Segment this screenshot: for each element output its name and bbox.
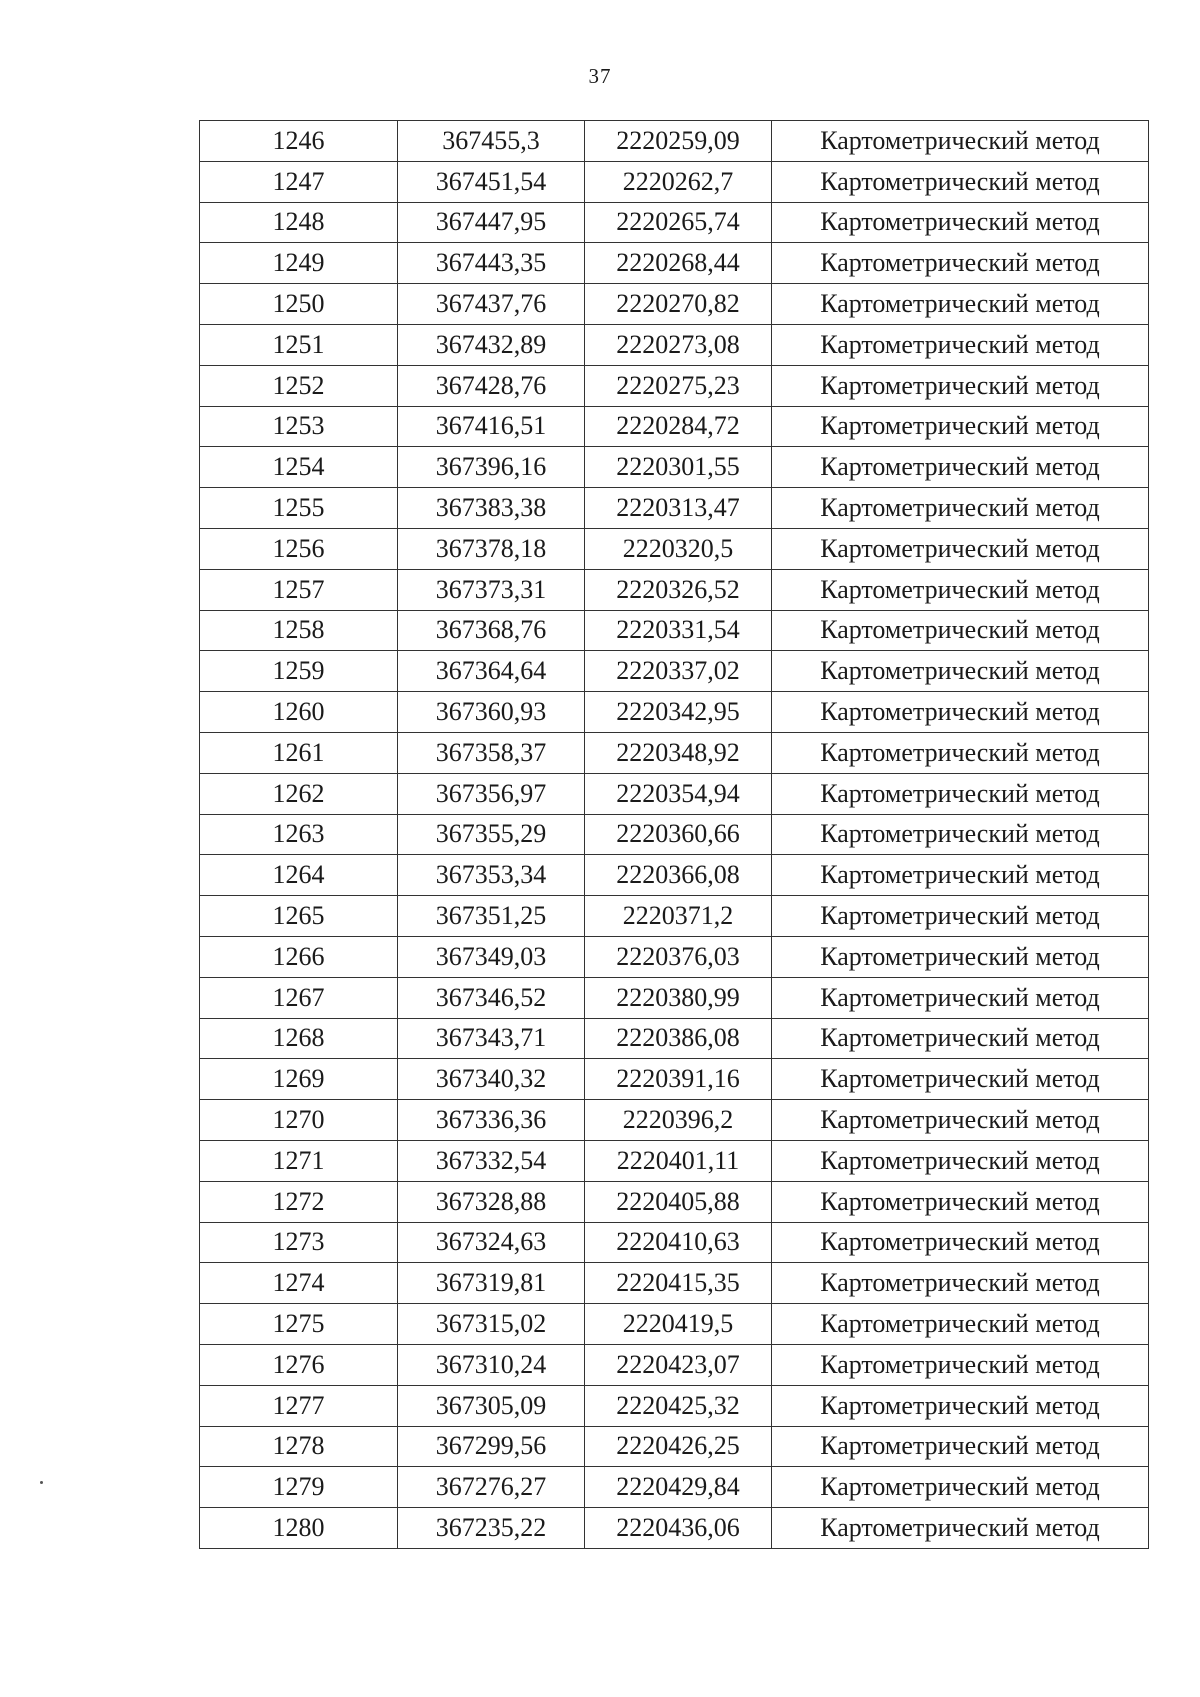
x-coordinate-cell: 367336,36 [398,1100,585,1141]
x-coordinate-cell: 367319,81 [398,1263,585,1304]
table-row [200,773,1149,814]
point-number-cell: 1275 [200,1304,398,1345]
table-row [200,692,1149,733]
table-row [200,1100,1149,1141]
table-row [200,284,1149,325]
table-row [200,1304,1149,1345]
x-coordinate-cell: 367340,32 [398,1059,585,1100]
table-row [200,1018,1149,1059]
x-coordinate-cell: 367310,24 [398,1344,585,1385]
x-coordinate-cell: 367299,56 [398,1426,585,1467]
y-coordinate-cell: 2220386,08 [585,1018,772,1059]
method-cell: Картометрический метод [772,977,1149,1018]
point-number-cell: 1274 [200,1263,398,1304]
x-coordinate-cell: 367351,25 [398,896,585,937]
method-cell: Картометрический метод [772,732,1149,773]
x-coordinate-cell: 367364,64 [398,651,585,692]
y-coordinate-cell: 2220366,08 [585,855,772,896]
y-coordinate-cell: 2220415,35 [585,1263,772,1304]
point-number-cell: 1249 [200,243,398,284]
coordinates-table-body [200,121,1149,1549]
point-number-cell: 1246 [200,121,398,162]
point-number-cell: 1253 [200,406,398,447]
table-row [200,1508,1149,1549]
method-cell: Картометрический метод [772,692,1149,733]
x-coordinate-cell: 367346,52 [398,977,585,1018]
y-coordinate-cell: 2220426,25 [585,1426,772,1467]
y-coordinate-cell: 2220396,2 [585,1100,772,1141]
x-coordinate-cell: 367349,03 [398,936,585,977]
table-row [200,121,1149,162]
method-cell: Картометрический метод [772,488,1149,529]
table-row [200,936,1149,977]
table-row [200,1181,1149,1222]
point-number-cell: 1263 [200,814,398,855]
method-cell: Картометрический метод [772,202,1149,243]
point-number-cell: 1259 [200,651,398,692]
table-row [200,488,1149,529]
point-number-cell: 1268 [200,1018,398,1059]
x-coordinate-cell: 367443,35 [398,243,585,284]
x-coordinate-cell: 367396,16 [398,447,585,488]
point-number-cell: 1264 [200,855,398,896]
y-coordinate-cell: 2220405,88 [585,1181,772,1222]
y-coordinate-cell: 2220301,55 [585,447,772,488]
point-number-cell: 1265 [200,896,398,937]
point-number-cell: 1271 [200,1140,398,1181]
x-coordinate-cell: 367432,89 [398,324,585,365]
y-coordinate-cell: 2220425,32 [585,1385,772,1426]
table-row [200,610,1149,651]
point-number-cell: 1277 [200,1385,398,1426]
y-coordinate-cell: 2220429,84 [585,1467,772,1508]
page-number: 37 [588,64,612,88]
method-cell: Картометрический метод [772,1100,1149,1141]
x-coordinate-cell: 367437,76 [398,284,585,325]
point-number-cell: 1280 [200,1508,398,1549]
point-number-cell: 1255 [200,488,398,529]
point-number-cell: 1278 [200,1426,398,1467]
y-coordinate-cell: 2220423,07 [585,1344,772,1385]
method-cell: Картометрический метод [772,1059,1149,1100]
coordinates-table [199,120,1149,1549]
point-number-cell: 1248 [200,202,398,243]
y-coordinate-cell: 2220354,94 [585,773,772,814]
x-coordinate-cell: 367373,31 [398,569,585,610]
x-coordinate-cell: 367315,02 [398,1304,585,1345]
method-cell: Картометрический метод [772,406,1149,447]
y-coordinate-cell: 2220313,47 [585,488,772,529]
table-row [200,1059,1149,1100]
y-coordinate-cell: 2220259,09 [585,121,772,162]
table-row [200,977,1149,1018]
point-number-cell: 1247 [200,161,398,202]
table-row [200,1426,1149,1467]
x-coordinate-cell: 367235,22 [398,1508,585,1549]
method-cell: Картометрический метод [772,243,1149,284]
scan-dot-mark [40,1481,43,1484]
method-cell: Картометрический метод [772,1385,1149,1426]
method-cell: Картометрический метод [772,121,1149,162]
point-number-cell: 1262 [200,773,398,814]
x-coordinate-cell: 367416,51 [398,406,585,447]
x-coordinate-cell: 367368,76 [398,610,585,651]
method-cell: Картометрический метод [772,1508,1149,1549]
y-coordinate-cell: 2220376,03 [585,936,772,977]
y-coordinate-cell: 2220270,82 [585,284,772,325]
point-number-cell: 1257 [200,569,398,610]
method-cell: Картометрический метод [772,284,1149,325]
y-coordinate-cell: 2220342,95 [585,692,772,733]
method-cell: Картометрический метод [772,365,1149,406]
y-coordinate-cell: 2220337,02 [585,651,772,692]
y-coordinate-cell: 2220371,2 [585,896,772,937]
table-row [200,569,1149,610]
y-coordinate-cell: 2220410,63 [585,1222,772,1263]
point-number-cell: 1254 [200,447,398,488]
method-cell: Картометрический метод [772,1263,1149,1304]
table-row [200,447,1149,488]
table-row [200,855,1149,896]
method-cell: Картометрический метод [772,610,1149,651]
point-number-cell: 1258 [200,610,398,651]
method-cell: Картометрический метод [772,1344,1149,1385]
method-cell: Картометрический метод [772,814,1149,855]
table-row [200,324,1149,365]
y-coordinate-cell: 2220380,99 [585,977,772,1018]
y-coordinate-cell: 2220284,72 [585,406,772,447]
table-row [200,1467,1149,1508]
method-cell: Картометрический метод [772,569,1149,610]
table-row [200,1263,1149,1304]
x-coordinate-cell: 367455,3 [398,121,585,162]
y-coordinate-cell: 2220348,92 [585,732,772,773]
method-cell: Картометрический метод [772,161,1149,202]
point-number-cell: 1250 [200,284,398,325]
point-number-cell: 1256 [200,528,398,569]
point-number-cell: 1260 [200,692,398,733]
method-cell: Картометрический метод [772,1181,1149,1222]
table-row [200,732,1149,773]
x-coordinate-cell: 367343,71 [398,1018,585,1059]
table-row [200,161,1149,202]
table-row [200,814,1149,855]
method-cell: Картометрический метод [772,855,1149,896]
method-cell: Картометрический метод [772,1426,1149,1467]
point-number-cell: 1273 [200,1222,398,1263]
table-row [200,365,1149,406]
table-row [200,896,1149,937]
y-coordinate-cell: 2220268,44 [585,243,772,284]
y-coordinate-cell: 2220320,5 [585,528,772,569]
x-coordinate-cell: 367276,27 [398,1467,585,1508]
point-number-cell: 1272 [200,1181,398,1222]
point-number-cell: 1276 [200,1344,398,1385]
x-coordinate-cell: 367428,76 [398,365,585,406]
method-cell: Картометрический метод [772,1467,1149,1508]
y-coordinate-cell: 2220326,52 [585,569,772,610]
x-coordinate-cell: 367358,37 [398,732,585,773]
y-coordinate-cell: 2220275,23 [585,365,772,406]
y-coordinate-cell: 2220391,16 [585,1059,772,1100]
point-number-cell: 1252 [200,365,398,406]
x-coordinate-cell: 367378,18 [398,528,585,569]
method-cell: Картометрический метод [772,936,1149,977]
table-row [200,1140,1149,1181]
table-row [200,406,1149,447]
y-coordinate-cell: 2220360,66 [585,814,772,855]
table-row [200,1344,1149,1385]
x-coordinate-cell: 367356,97 [398,773,585,814]
x-coordinate-cell: 367353,34 [398,855,585,896]
y-coordinate-cell: 2220262,7 [585,161,772,202]
point-number-cell: 1267 [200,977,398,1018]
x-coordinate-cell: 367451,54 [398,161,585,202]
x-coordinate-cell: 367383,38 [398,488,585,529]
table-row [200,651,1149,692]
table-row [200,1385,1149,1426]
point-number-cell: 1251 [200,324,398,365]
method-cell: Картометрический метод [772,447,1149,488]
table-row [200,528,1149,569]
point-number-cell: 1261 [200,732,398,773]
point-number-cell: 1266 [200,936,398,977]
x-coordinate-cell: 367305,09 [398,1385,585,1426]
y-coordinate-cell: 2220401,11 [585,1140,772,1181]
method-cell: Картометрический метод [772,1140,1149,1181]
y-coordinate-cell: 2220436,06 [585,1508,772,1549]
x-coordinate-cell: 367355,29 [398,814,585,855]
x-coordinate-cell: 367324,63 [398,1222,585,1263]
method-cell: Картометрический метод [772,1304,1149,1345]
table-row [200,202,1149,243]
method-cell: Картометрический метод [772,324,1149,365]
table-row [200,1222,1149,1263]
method-cell: Картометрический метод [772,1018,1149,1059]
method-cell: Картометрический метод [772,1222,1149,1263]
y-coordinate-cell: 2220331,54 [585,610,772,651]
y-coordinate-cell: 2220265,74 [585,202,772,243]
x-coordinate-cell: 367328,88 [398,1181,585,1222]
point-number-cell: 1269 [200,1059,398,1100]
x-coordinate-cell: 367360,93 [398,692,585,733]
x-coordinate-cell: 367447,95 [398,202,585,243]
point-number-cell: 1270 [200,1100,398,1141]
method-cell: Картометрический метод [772,773,1149,814]
table-row [200,243,1149,284]
method-cell: Картометрический метод [772,896,1149,937]
y-coordinate-cell: 2220419,5 [585,1304,772,1345]
y-coordinate-cell: 2220273,08 [585,324,772,365]
point-number-cell: 1279 [200,1467,398,1508]
x-coordinate-cell: 367332,54 [398,1140,585,1181]
method-cell: Картометрический метод [772,528,1149,569]
method-cell: Картометрический метод [772,651,1149,692]
